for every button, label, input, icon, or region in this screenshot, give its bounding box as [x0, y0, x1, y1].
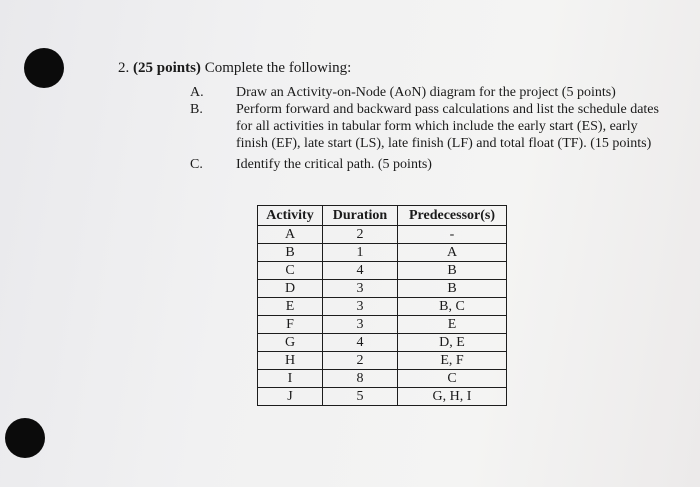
header-activity: Activity: [258, 206, 323, 226]
table-row: [258, 316, 507, 334]
cell-predecessors: C: [398, 370, 507, 388]
cell-activity: G: [258, 334, 323, 352]
cell-duration: 4: [323, 262, 398, 280]
question-heading: [118, 60, 351, 77]
question-instruction: Complete the following:: [204, 60, 352, 76]
binder-hole-bottom: [5, 418, 45, 458]
header-duration: Duration: [323, 206, 398, 226]
cell-duration: 3: [323, 316, 398, 334]
table-row: [258, 388, 507, 406]
cell-predecessors: B: [398, 262, 507, 280]
item-text: Draw an Activity-on-Node (AoN) diagram for the project (5 points): [236, 85, 616, 100]
table-row: [258, 334, 507, 352]
cell-predecessors: -: [398, 226, 507, 244]
cell-duration: 8: [323, 370, 398, 388]
cell-predecessors: G, H, I: [398, 388, 507, 406]
cell-activity: B: [258, 244, 323, 262]
cell-activity: I: [258, 370, 323, 388]
cell-predecessors: B: [398, 280, 507, 298]
question-items: [190, 84, 660, 173]
table-row: [258, 262, 507, 280]
cell-activity: A: [258, 226, 323, 244]
item-b: [190, 101, 660, 152]
cell-activity: J: [258, 388, 323, 406]
item-c: [190, 156, 660, 173]
question-number: 2.: [118, 60, 130, 76]
cell-predecessors: B, C: [398, 298, 507, 316]
cell-duration: 1: [323, 244, 398, 262]
item-a: [190, 84, 660, 101]
table-row: [258, 280, 507, 298]
table-row: [258, 226, 507, 244]
cell-duration: 2: [323, 226, 398, 244]
binder-hole-top: [24, 48, 64, 88]
question-points: (25 points): [133, 60, 201, 76]
cell-activity: D: [258, 280, 323, 298]
item-text: Identify the critical path. (5 points): [236, 157, 432, 172]
cell-duration: 4: [323, 334, 398, 352]
item-letter: C.: [190, 157, 203, 172]
cell-activity: H: [258, 352, 323, 370]
table-header-row: [258, 206, 507, 226]
cell-activity: C: [258, 262, 323, 280]
item-letter: A.: [190, 85, 204, 100]
cell-activity: E: [258, 298, 323, 316]
cell-activity: F: [258, 316, 323, 334]
cell-duration: 2: [323, 352, 398, 370]
cell-duration: 5: [323, 388, 398, 406]
cell-duration: 3: [323, 298, 398, 316]
table-row: [258, 244, 507, 262]
cell-duration: 3: [323, 280, 398, 298]
cell-predecessors: E, F: [398, 352, 507, 370]
item-letter: B.: [190, 102, 203, 117]
header-predecessors: Predecessor(s): [398, 206, 507, 226]
activity-table: [257, 205, 507, 406]
cell-predecessors: A: [398, 244, 507, 262]
item-text: Perform forward and backward pass calculations and list the schedule dates for all activities in tabular form which include the early start (ES), early finish (EF), late start (LS), late finish (LF) and total float (TF). (15 points): [236, 102, 659, 151]
cell-predecessors: E: [398, 316, 507, 334]
table-row: [258, 298, 507, 316]
table-row: [258, 352, 507, 370]
cell-predecessors: D, E: [398, 334, 507, 352]
table-row: [258, 370, 507, 388]
